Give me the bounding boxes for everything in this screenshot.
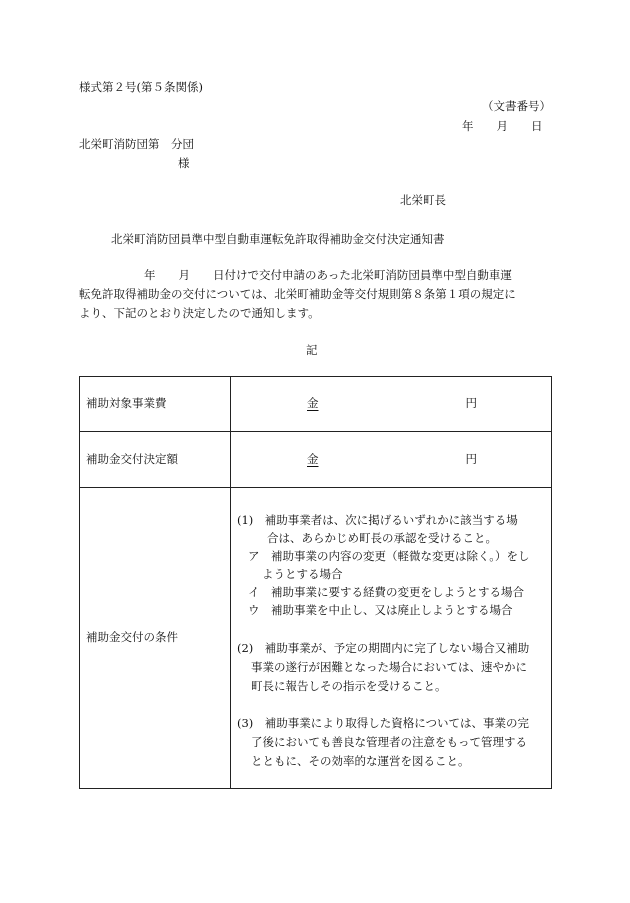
body-line-1: 年 月 日付けで交付申請のあった北栄町消防団員準中型自動車運 [144,268,512,282]
row-label-subsidy-cost: 補助対象事業費 [86,396,167,410]
document-number: （文書番号） [482,99,551,113]
condition-1-u: ウ 補助事業を中止し、又は廃止しようとする場合 [248,603,513,617]
document-title: 北栄町消防団員準中型自動車運転免許取得補助金交付決定通知書 [111,232,445,246]
condition-3-line-2: 了後においても善良な管理者の注意をもって管理する [251,735,527,749]
en-label: 円 [465,396,477,410]
table-row-divider [79,487,552,488]
condition-1-line-2: 合は、あらかじめ町長の承認を受けること。 [267,531,497,545]
condition-3-line-3: とともに、その効率的な運営を図ること。 [251,754,470,768]
en-label: 円 [465,452,477,466]
table-border-bottom [79,788,552,789]
condition-2-line-2: 事業の遂行が困難となった場合においては、速やかに [251,660,527,674]
table-border-left [79,376,80,789]
table-border-top [79,376,552,377]
condition-1-a-line-2: ようとする場合 [262,567,343,581]
date-line: 年 月 日 [462,119,543,133]
condition-1-line-1: (1) 補助事業者は、次に掲げるいずれかに該当する場 [237,513,518,527]
amount-field-decision-amount [307,452,477,466]
amount-field-subsidy-cost [307,396,477,410]
addressee-line: 北栄町消防団第 分団 [79,137,194,151]
condition-2-line-1: (2) 補助事業が、予定の期間内に完了しない場合又補助 [237,641,530,655]
kin-label: 金 [307,396,319,410]
body-line-2: 転免許取得補助金の交付については、北栄町補助金等交付規則第８条第１項の規定に [79,287,516,301]
row-label-decision-amount: 補助金交付決定額 [86,452,178,466]
form-reference: 様式第２号(第５条関係) [79,80,203,94]
sender-name: 北栄町長 [400,193,446,207]
condition-2-line-3: 町長に報告しその指示を受けること。 [251,679,447,693]
table-column-divider [230,376,231,789]
condition-1-i: イ 補助事業に要する経費の変更をしようとする場合 [248,585,524,599]
row-label-conditions: 補助金交付の条件 [86,630,178,644]
table-border-right [551,376,552,789]
condition-3-line-1: (3) 補助事業により取得した資格については、事業の完 [237,716,530,730]
addressee-honorific: 様 [178,156,190,170]
condition-1-a-line-1: ア 補助事業の内容の変更（軽微な変更は除く。）をし [248,549,530,563]
ki-heading: 記 [306,343,318,357]
body-line-3: より、下記のとおり決定したので通知します。 [79,306,320,320]
kin-label: 金 [307,452,319,466]
table-row-divider [79,431,552,432]
